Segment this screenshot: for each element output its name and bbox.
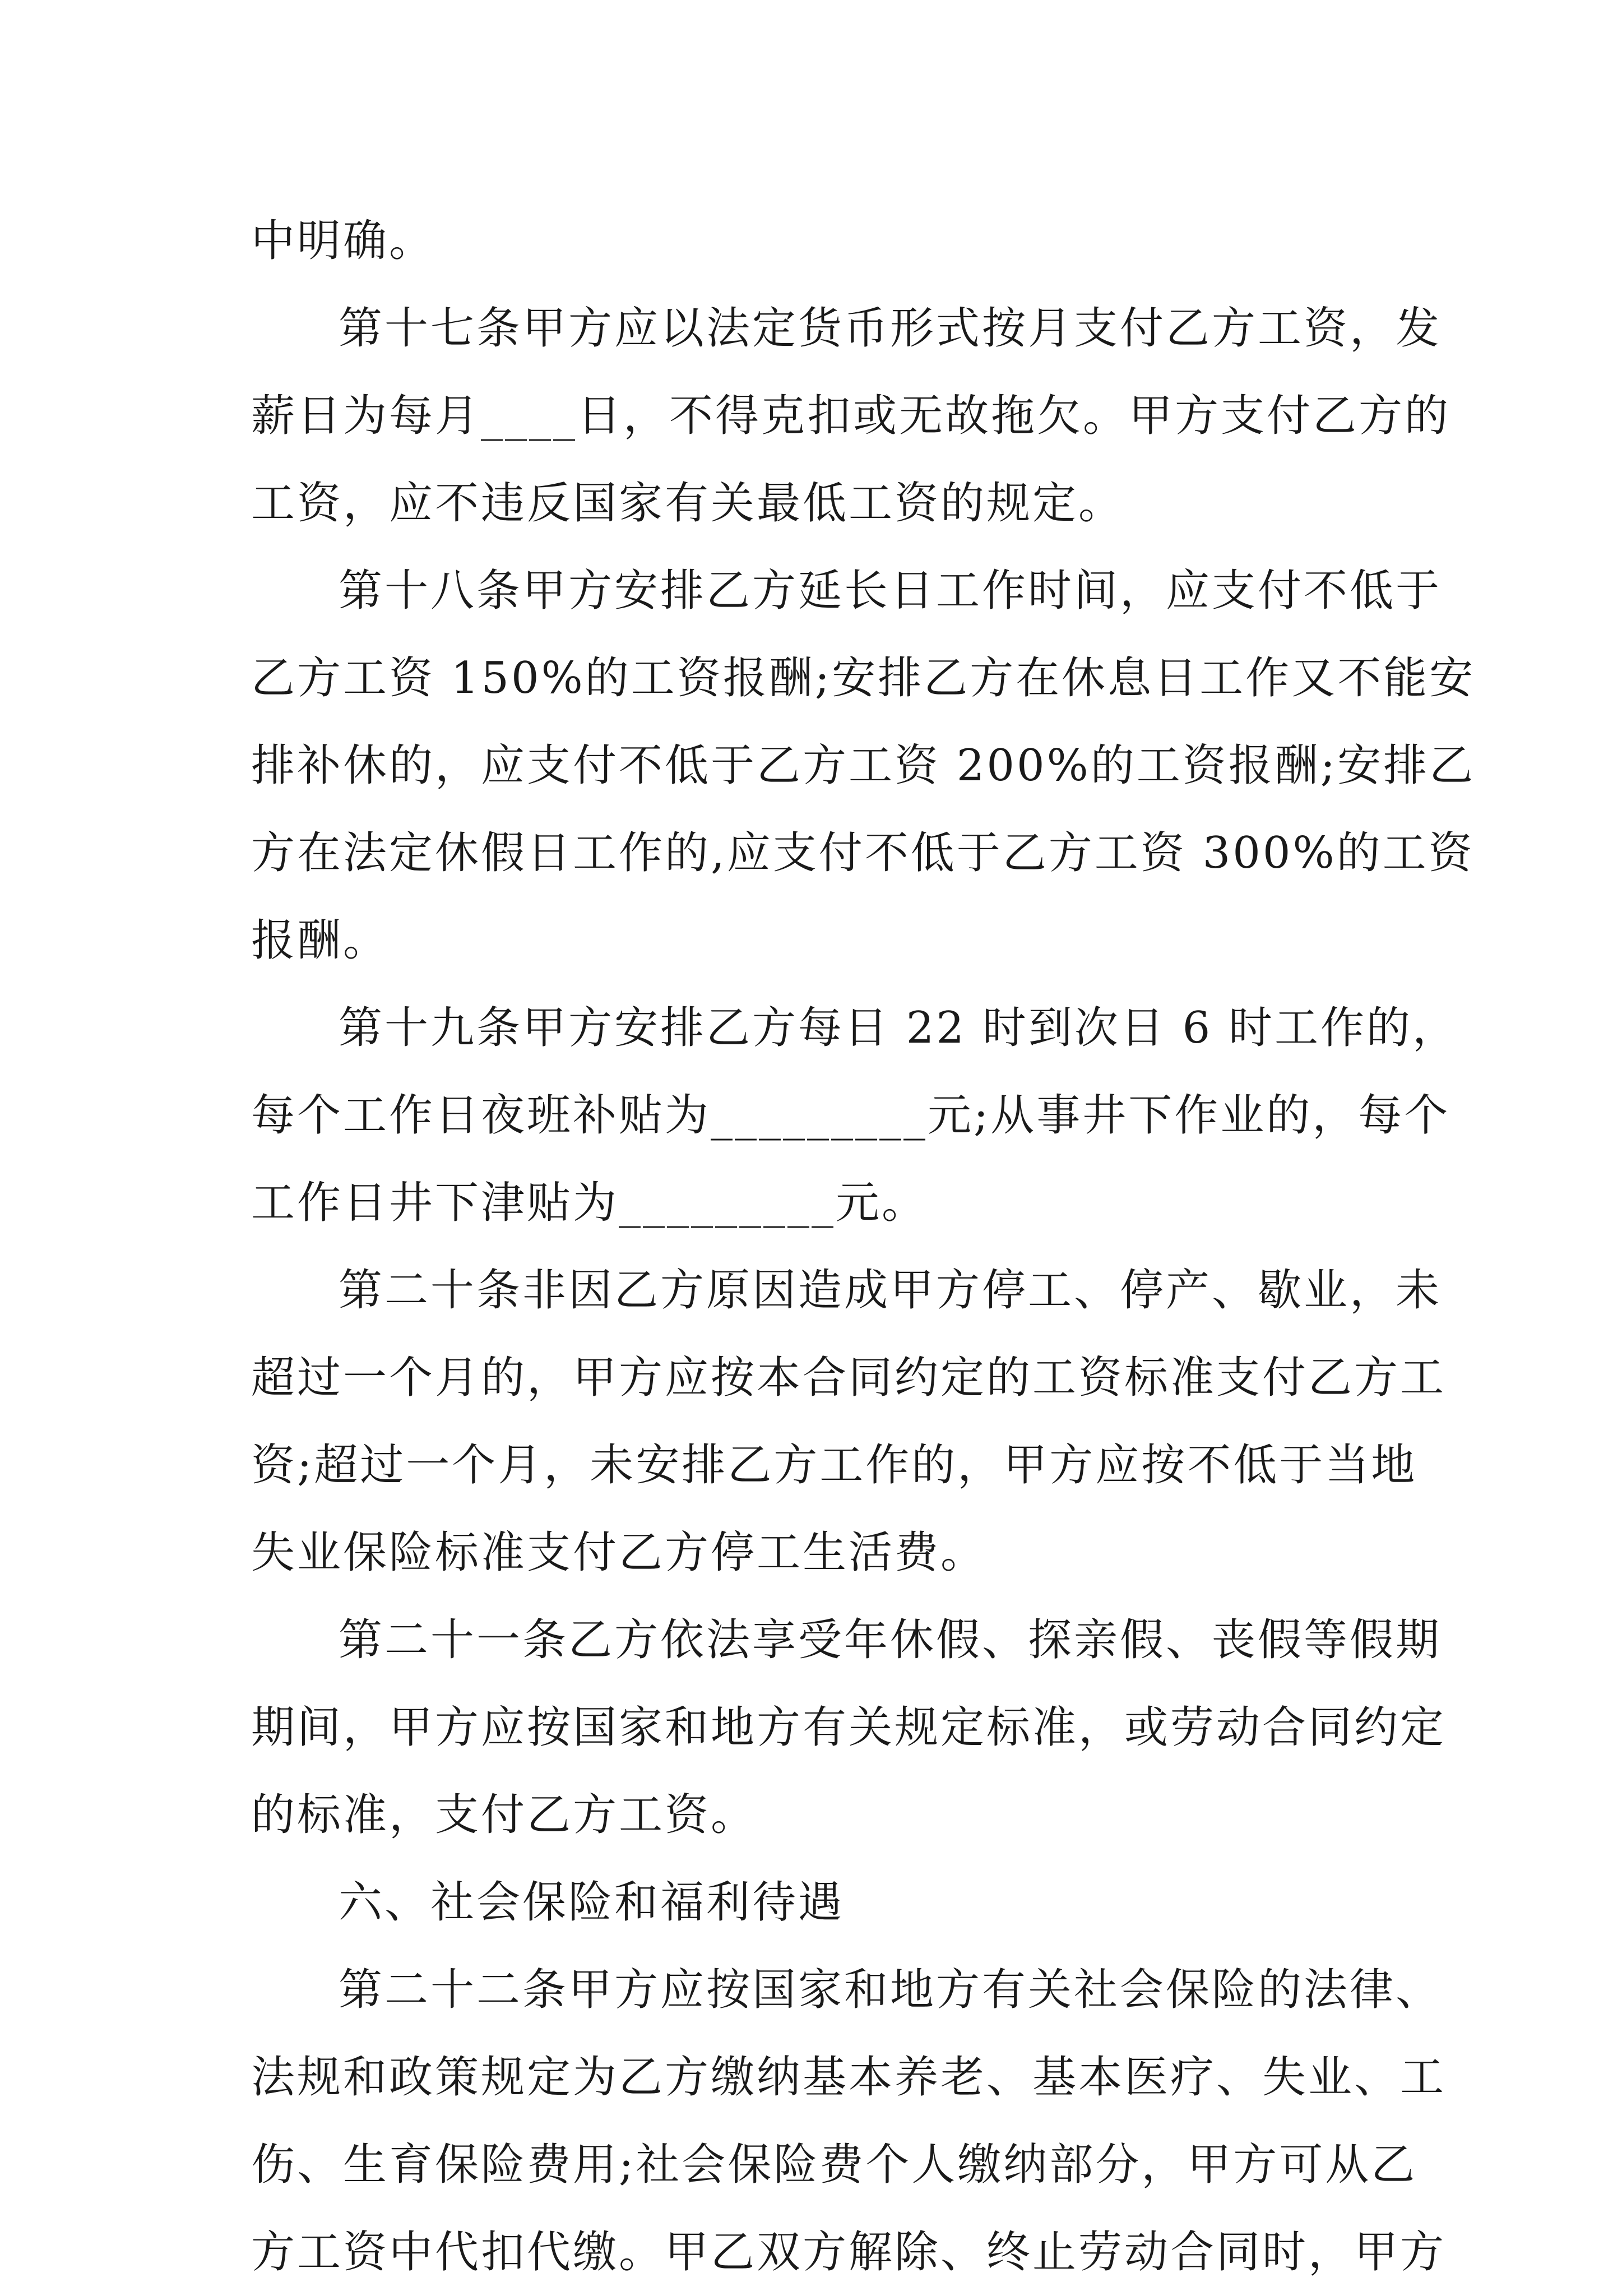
text-line: 法规和政策规定为乙方缴纳基本养老、基本医疗、失业、工 [251, 2052, 1447, 2103]
text-line: 报酬。 [251, 915, 390, 966]
text-line: 第十八条甲方安排乙方延长日工作时间，应支付不低于 [339, 566, 1442, 616]
section-heading: 六、社会保险和福利待遇 [339, 1877, 845, 1928]
text-line: 乙方工资 150%的工资报酬;安排乙方在休息日工作又不能安 [251, 653, 1476, 703]
text-line: 每个工作日夜班补贴为_________元;从事井下作业的，每个 [251, 1090, 1450, 1141]
text-line: 的标准，支付乙方工资。 [251, 1790, 757, 1840]
text-line: 失业保险标准支付乙方停工生活费。 [251, 1527, 987, 1578]
text-line: 中明确。 [251, 216, 435, 266]
text-line: 第二十一条乙方依法享受年休假、探亲假、丧假等假期 [339, 1615, 1442, 1665]
text-line: 排补休的，应支付不低于乙方工资 200%的工资报酬;安排乙 [251, 740, 1476, 791]
text-line: 第十七条甲方应以法定货币形式按月支付乙方工资，发 [339, 303, 1442, 354]
text-line: 资;超过一个月，未安排乙方工作的，甲方应按不低于当地 [251, 1440, 1417, 1490]
text-line: 第二十条非因乙方原因造成甲方停工、停产、歇业，未 [339, 1265, 1442, 1316]
text-line: 第十九条甲方安排乙方每日 22 时到次日 6 时工作的， [339, 1003, 1459, 1053]
text-line: 超过一个月的，甲方应按本合同约定的工资标准支付乙方工 [251, 1353, 1447, 1403]
text-line: 工作日井下津贴为_________元。 [251, 1178, 928, 1228]
text-line: 期间，甲方应按国家和地方有关规定标准，或劳动合同约定 [251, 1702, 1447, 1753]
text-line: 方在法定休假日工作的,应支付不低于乙方工资 300%的工资 [251, 828, 1475, 878]
text-line: 伤、生育保险费用;社会保险费个人缴纳部分，甲方可从乙 [251, 2140, 1417, 2190]
text-line: 方工资中代扣代缴。甲乙双方解除、终止劳动合同时，甲方 [251, 2227, 1447, 2278]
text-line: 第二十二条甲方应按国家和地方有关社会保险的法律、 [339, 1965, 1442, 2015]
text-line: 薪日为每月____日，不得克扣或无故拖欠。甲方支付乙方的 [251, 391, 1451, 441]
text-line: 工资，应不违反国家有关最低工资的规定。 [251, 478, 1125, 529]
document-body [251, 197, 1476, 2296]
